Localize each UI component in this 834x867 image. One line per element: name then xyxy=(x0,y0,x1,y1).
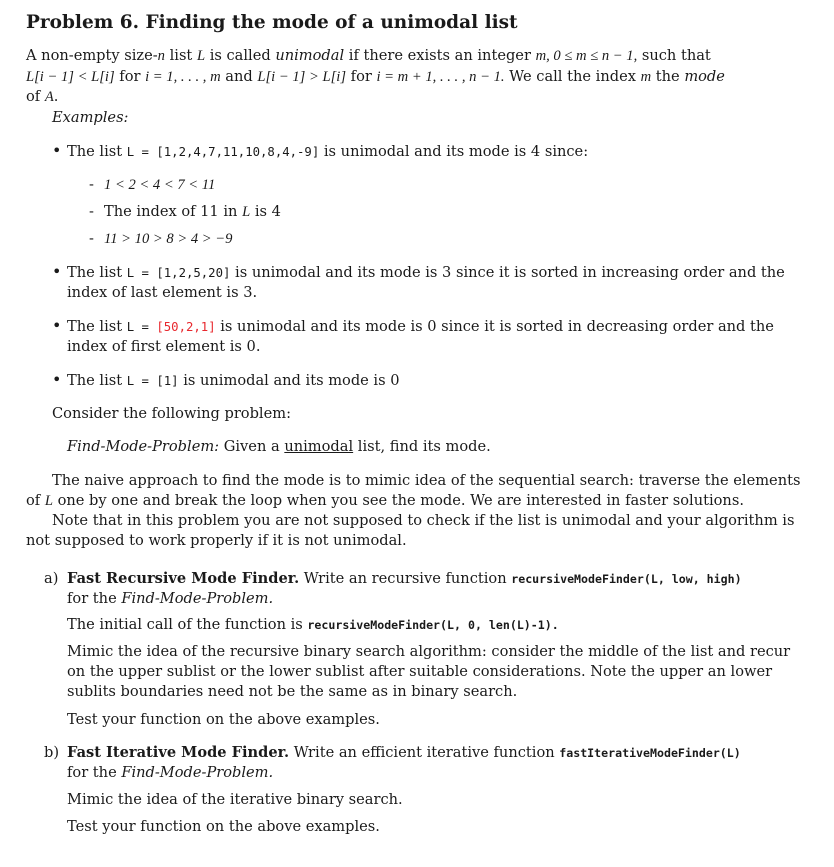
bullet-icon: • xyxy=(52,262,62,281)
problem-statement: Find-Mode-Problem: Given a unimodal list, find its mode. xyxy=(67,438,491,455)
page-title: Problem 6. Finding the mode of a unimodal list xyxy=(26,12,518,33)
part-a-heading: Fast Recursive Mode Finder. xyxy=(67,570,300,587)
intro-line-3: of A. xyxy=(26,88,59,105)
intro-line-2: L[i − 1] < L[i] for i = 1, . . . , m and L[i − 1] > L[i] for i = m + 1, . . . , n − 1. We call the index m the mode xyxy=(26,68,725,85)
bullet-icon: • xyxy=(52,141,62,160)
example-3: The list L = [50,2,1] is unimodal and its mode is 0 since it is sorted in decreasing order and the xyxy=(67,318,774,335)
part-a-heading-line: Fast Recursive Mode Finder. Write an recursive function recursiveModeFinder(L, low, high) xyxy=(67,570,742,587)
code-example-3-highlight: [50,2,1] xyxy=(156,320,216,334)
example-1-sub-1: 1 < 2 < 4 < 7 < 11 xyxy=(104,177,216,193)
intro-line-1: A non-empty size-n list L is called unimodal if there exists an integer m, 0 ≤ m ≤ n − 1, such that xyxy=(26,47,711,64)
example-1-sub-3: 11 > 10 > 8 > 4 > −9 xyxy=(104,231,233,247)
part-a-mimic-3: sublits boundaries need not be the same as in binary search. xyxy=(67,683,518,700)
part-a-mimic-1: Mimic the idea of the recursive binary search algorithm: consider the middle of the list and recur xyxy=(67,643,791,660)
naive-line-1: The naive approach to find the mode is to mimic idea of the sequential search: traverse the elements xyxy=(52,472,801,489)
part-b-heading-line: Fast Iterative Mode Finder. Write an efficient iterative function fastIterativeModeFinder(L) xyxy=(67,744,741,761)
part-b-heading: Fast Iterative Mode Finder. xyxy=(67,744,290,761)
code-recursive-signature: recursiveModeFinder(L, low, high) xyxy=(511,572,742,586)
naive-line-2: of L one by one and break the loop when you see the mode. We are interested in faster solutions. xyxy=(26,492,744,509)
example-1-sub-2: The index of 11 in L is 4 xyxy=(104,203,281,220)
naive-line-3: Note that in this problem you are not supposed to check if the list is unimodal and your algorithm is xyxy=(52,512,795,529)
dash-icon: - xyxy=(89,230,94,247)
code-example-1: L = [1,2,4,7,11,10,8,4,-9] xyxy=(126,145,320,159)
consider-text: Consider the following problem: xyxy=(52,405,291,422)
part-b-line-2: for the Find-Mode-Problem. xyxy=(67,764,274,781)
example-4: The list L = [1] is unimodal and its mode is 0 xyxy=(67,372,400,389)
part-a-mimic-2: on the upper sublist or the lower sublist after suitable considerations. Note the upper an lower xyxy=(67,663,773,680)
dash-icon: - xyxy=(89,176,94,193)
bullet-icon: • xyxy=(52,370,62,389)
example-3-line-2: index of first element is 0. xyxy=(67,338,261,355)
part-b-label: b) xyxy=(44,744,60,761)
code-iterative-signature: fastIterativeModeFinder(L) xyxy=(559,746,741,760)
code-example-2: L = [1,2,5,20] xyxy=(126,266,231,280)
code-initial-call: recursiveModeFinder(L, 0, len(L)-1). xyxy=(307,618,559,632)
term-unimodal: unimodal xyxy=(275,47,345,64)
part-b-test: Test your function on the above examples. xyxy=(67,818,380,835)
examples-label: Examples: xyxy=(52,109,129,126)
example-1: The list L = [1,2,4,7,11,10,8,4,-9] is unimodal and its mode is 4 since: xyxy=(67,143,589,160)
example-2: The list L = [1,2,5,20] is unimodal and its mode is 3 since it is sorted in increasing order and the xyxy=(67,264,785,281)
naive-line-4: not supposed to work properly if it is not unimodal. xyxy=(26,532,407,549)
part-a-initial-call: The initial call of the function is recursiveModeFinder(L, 0, len(L)-1). xyxy=(67,616,559,633)
part-a-label: a) xyxy=(44,570,59,587)
part-a-test: Test your function on the above examples. xyxy=(67,711,380,728)
bullet-icon: • xyxy=(52,316,62,335)
part-a-line-2: for the Find-Mode-Problem. xyxy=(67,590,274,607)
example-2-line-2: index of last element is 3. xyxy=(67,284,258,301)
dash-icon: - xyxy=(89,203,94,220)
part-b-mimic: Mimic the idea of the iterative binary search. xyxy=(67,791,403,808)
code-example-4: L = [1] xyxy=(126,374,179,388)
